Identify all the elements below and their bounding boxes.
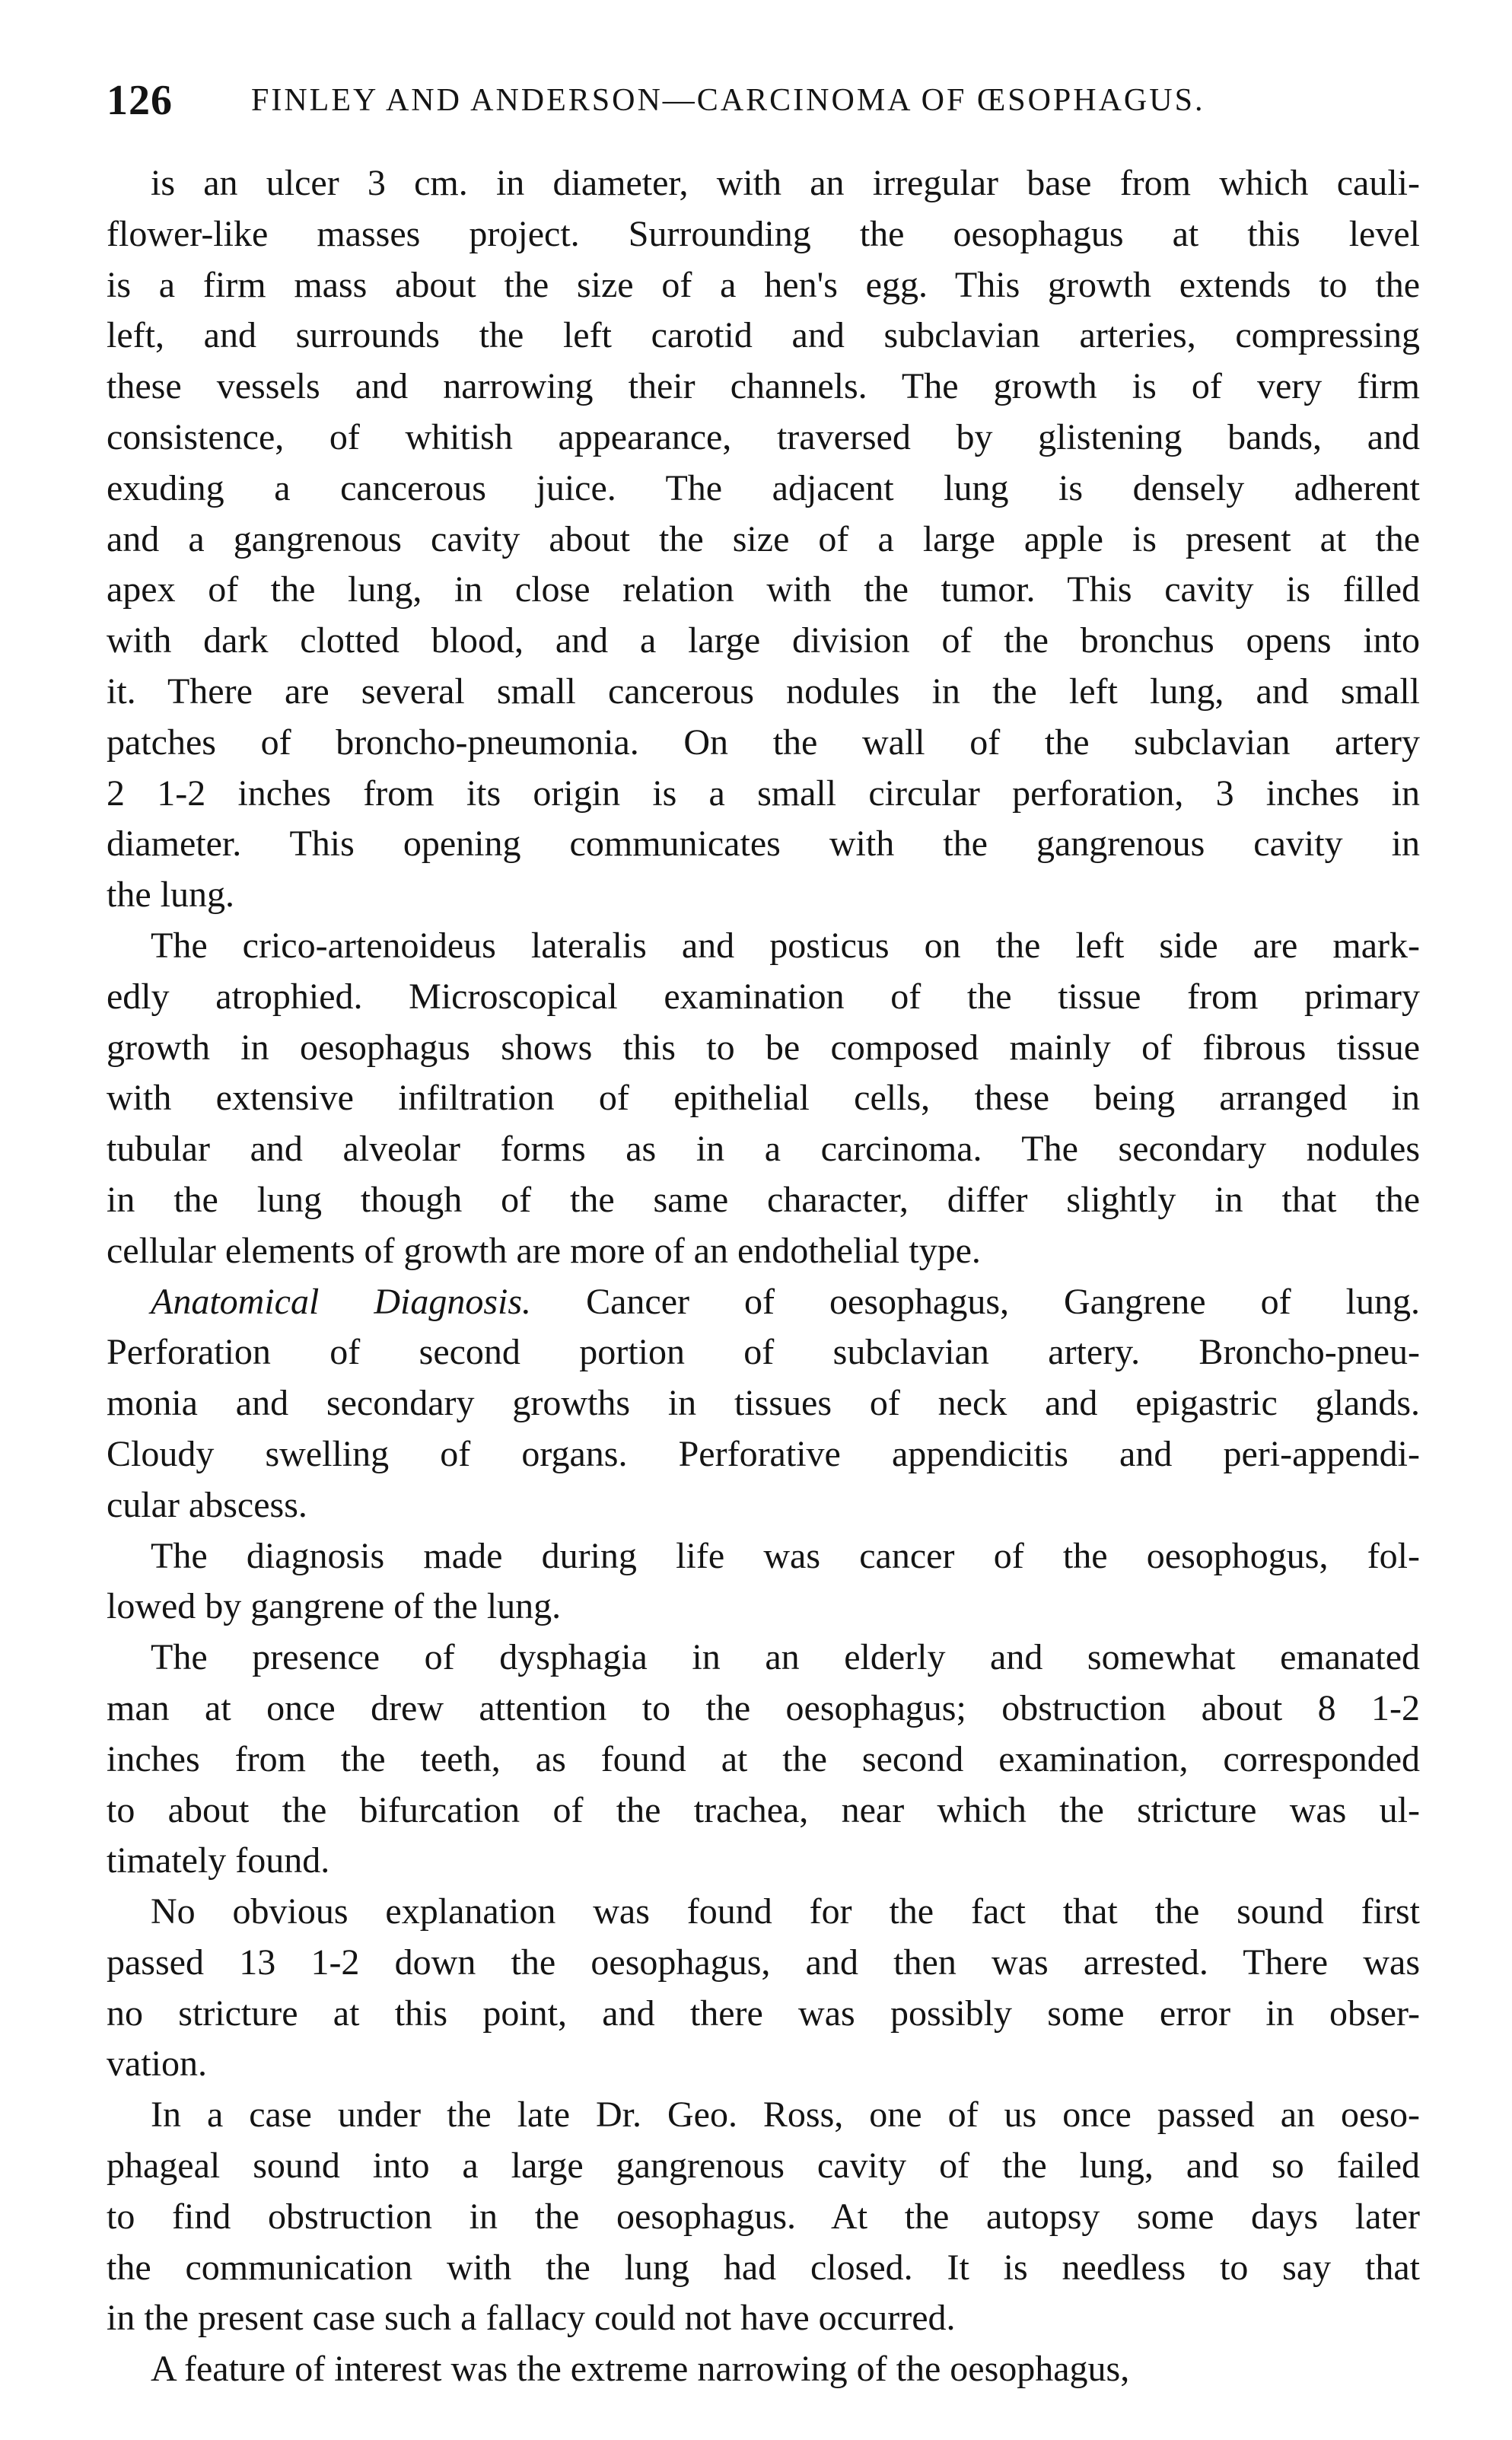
paragraph [107,1633,1420,1887]
paragraph-line: Cloudy swelling of organs. Perforative appendicitis and peri-appendi- [107,1433,1420,1474]
paragraph [107,921,1420,1277]
paragraph-line: inches from the teeth, as found at the second examination, corresponded [107,1738,1420,1779]
paragraph-line: growth in oesophagus shows this to be composed mainly of fibrous tissue [107,1027,1420,1068]
paragraph-line: 2 1-2 inches from its origin is a small circular perforation, 3 inches in [107,772,1420,814]
paragraph-line: exuding a cancerous juice. The adjacent lung is densely adherent [107,467,1420,508]
paragraph [107,158,1420,921]
paragraph-line: cular abscess. [107,1484,307,1525]
paragraph-line: In a case under the late Dr. Geo. Ross, one of us once passed an oeso- [151,2094,1420,2136]
paragraph-line: phageal sound into a large gangrenous cavity of the lung, and so failed [107,2145,1420,2187]
page-number: 126 [107,77,173,124]
paragraph-line: consistence, of whitish appearance, traversed by glistening bands, and [107,416,1420,457]
paragraph-line: edly atrophied. Microscopical examination of the tissue from primary [107,976,1420,1017]
paragraph-line: patches of broncho-pneumonia. On the wall of the subclavian artery [107,721,1420,763]
paragraph-line: passed 13 1-2 down the oesophagus, and then was arrested. There was [107,1941,1420,1983]
paragraph-line: diameter. This opening communicates with the gangrenous cavity in [107,823,1420,865]
paragraph-line: the communication with the lung had closed. It is needless to say that [107,2247,1420,2288]
paragraph-line: to find obstruction in the oesophagus. At the autopsy some days later [107,2196,1420,2237]
paragraph-line: No obvious explanation was found for the fact that the sound first [151,1891,1420,1932]
paragraph [107,1277,1420,1531]
running-title: FINLEY AND ANDERSON—CARCINOMA OF ŒSOPHAGUS. [251,83,1205,118]
paragraph-line: timately found. [107,1840,330,1881]
paragraph-line: to about the bifurcation of the trachea, near which the stricture was ul- [107,1789,1420,1830]
paragraph-line: vation. [107,2043,207,2085]
paragraph-line: with extensive infiltration of epithelial cells, these being arranged in [107,1078,1420,1119]
paragraph-line: and a gangrenous cavity about the size of a large apple is present at the [107,518,1420,559]
paragraph [107,1531,1420,1633]
italic-heading: Anatomical Diagnosis. [151,1281,532,1322]
running-head [107,76,1415,122]
paragraph-line: in the lung though of the same character, differ slightly in that the [107,1179,1420,1220]
paragraph-line: is an ulcer 3 cm. in diameter, with an irregular base from which cauli- [151,163,1420,203]
paragraph-line: tubular and alveolar forms as in a carcinoma. The secondary nodules [107,1129,1420,1170]
paragraph-line: with dark clotted blood, and a large division of the bronchus opens into [107,620,1420,661]
paragraph-line: it. There are several small cancerous nodules in the left lung, and small [107,671,1420,712]
paragraph-line: monia and secondary growths in tissues of neck and epigastric glands. [107,1383,1420,1424]
paragraph-line: no stricture at this point, and there was possibly some error in obser- [107,1992,1420,2034]
paragraph-line: flower-like masses project. Surrounding the oesophagus at this level [107,213,1420,254]
paragraph [107,2344,1420,2395]
paragraph-line: the lung. [107,874,234,916]
paragraph-line: is a firm mass about the size of a hen's egg. This growth extends to the [107,264,1420,305]
paragraph-line: Perforation of second portion of subclavian artery. Broncho-pneu- [107,1332,1420,1373]
paragraph-line: these vessels and narrowing their channels. The growth is of very firm [107,366,1420,407]
paragraph [107,2090,1420,2344]
paragraph-line: man at once drew attention to the oesophagus; obstruction about 8 1-2 [107,1687,1420,1728]
paragraph-line: The crico-artenoideus lateralis and posticus on the left side are mark- [151,925,1420,966]
body-text [107,158,1420,2395]
paragraph-line: A feature of interest was the extreme narrowing of the oesophagus, [151,2349,1130,2390]
paragraph-line: apex of the lung, in close relation with the tumor. This cavity is filled [107,569,1420,610]
paragraph-line: The presence of dysphagia in an elderly and somewhat emanated [151,1637,1420,1678]
paragraph-line: left, and surrounds the left carotid and subclavian arteries, compressing [107,315,1420,356]
paragraph [107,1887,1420,2090]
paragraph-line: The diagnosis made during life was cancer of the oesophogus, fol- [151,1535,1420,1576]
paragraph-line: in the present case such a fallacy could not have occurred. [107,2298,956,2339]
paragraph-line: lowed by gangrene of the lung. [107,1586,562,1627]
paragraph-line [107,1277,1420,1328]
line-text: Cancer of oesophagus, Gangrene of lung. [531,1281,1420,1322]
paragraph-line: cellular elements of growth are more of an endothelial type. [107,1230,981,1271]
